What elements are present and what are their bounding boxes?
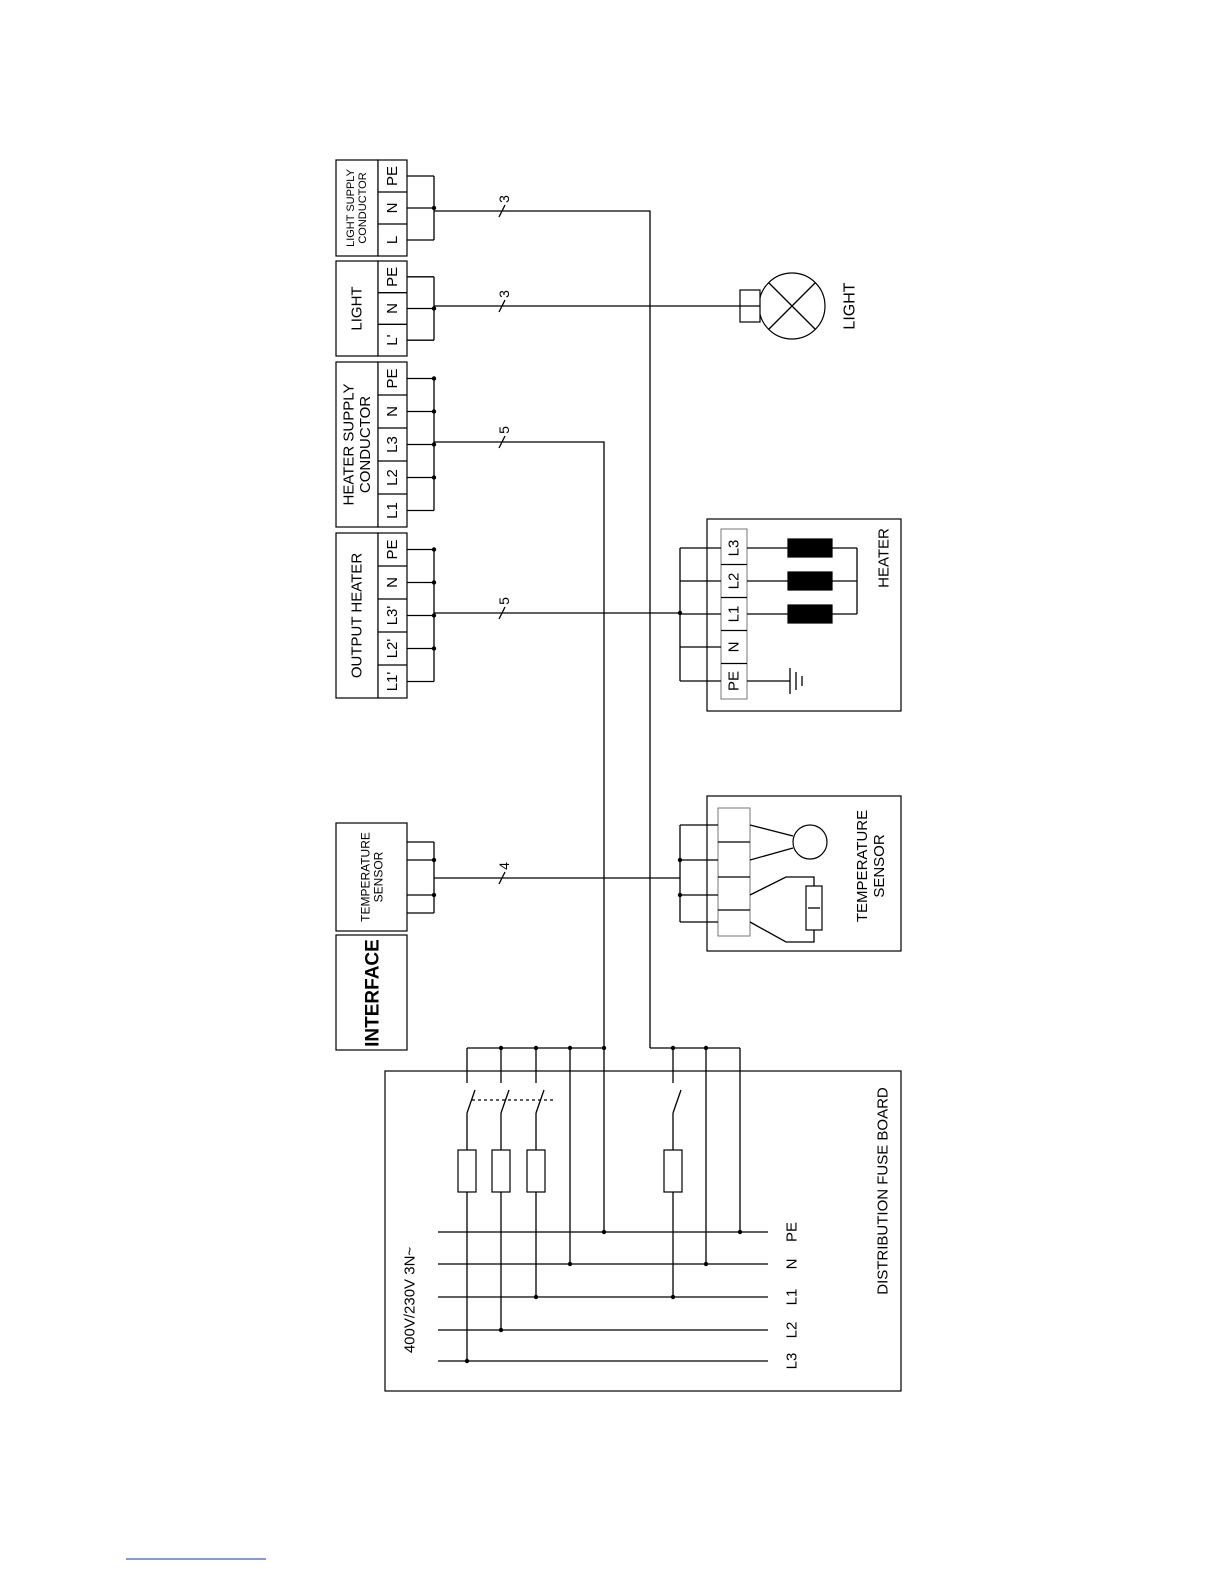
- heater-supply-cable: [434, 442, 604, 1048]
- fuse-icon: [492, 1150, 510, 1192]
- interface-title: INTERFACE: [362, 939, 384, 1047]
- light-device-label: LIGHT: [841, 282, 859, 330]
- heater-supply-terminal-label: L2: [384, 469, 401, 486]
- temperature-sensor-device-label: TEMPERATURESENSOR: [854, 809, 888, 923]
- junction-dot: [738, 1230, 742, 1234]
- junction-dot: [704, 1046, 708, 1050]
- heater-supply-terminal-label: L1: [384, 502, 401, 519]
- junction-dot: [432, 580, 436, 584]
- light-interface-terminal-label: PE: [384, 266, 401, 287]
- junction-dot: [534, 1295, 538, 1299]
- junction-dot: [704, 1262, 708, 1266]
- output-heater-terminal-label: PE: [384, 539, 401, 560]
- light-supply-title: LIGHT SUPPLYCONDUCTOR: [344, 169, 370, 247]
- cable-count-label: 5: [496, 426, 512, 434]
- output-heater-title: OUTPUT HEATER: [348, 552, 366, 679]
- cable-count-label: 3: [496, 195, 512, 203]
- light-interface-title: LIGHT: [348, 286, 366, 331]
- output-heater-terminal-label: L2': [384, 638, 401, 659]
- junction-dot: [534, 1046, 538, 1050]
- junction-dot: [499, 1046, 503, 1050]
- junction-dot: [432, 206, 436, 210]
- cable-count-label: 5: [496, 597, 512, 605]
- junction-dot: [432, 306, 436, 310]
- bus-label: L2: [783, 1321, 801, 1339]
- output-heater-terminal-label: L1': [384, 671, 401, 692]
- heating-element-icon: [788, 539, 832, 557]
- junction-dot: [602, 1046, 606, 1050]
- heater-supply-title: HEATER SUPPLYCONDUCTOR: [340, 383, 374, 506]
- junction-dot: [678, 893, 682, 897]
- supply-label: 400V/230V 3N~: [401, 1246, 419, 1354]
- fuse-icon: [664, 1150, 682, 1192]
- cable-count-label: 4: [496, 862, 512, 870]
- heater-terminal-label: L3: [725, 539, 743, 557]
- junction-dot: [432, 613, 436, 617]
- junction-dot: [499, 1328, 503, 1332]
- heater-terminal-label: L2: [725, 572, 743, 590]
- bus-label: N: [783, 1258, 801, 1270]
- junction-dot: [432, 858, 436, 862]
- junction-dot: [568, 1262, 572, 1266]
- cable-count-label: 3: [496, 290, 512, 298]
- junction-dot: [432, 646, 436, 650]
- temperature-probe-icon: [793, 825, 827, 859]
- light-interface-terminal-label: L': [384, 334, 401, 346]
- heater-supply-terminal-label: N: [384, 406, 401, 417]
- heating-element-icon: [788, 572, 832, 590]
- junction-dot: [602, 1230, 606, 1234]
- light-supply-terminal-label: L: [384, 235, 401, 245]
- junction-dot: [678, 858, 682, 862]
- heater-device-label: HEATER: [875, 528, 893, 588]
- output-heater-terminal-label: L3': [384, 605, 401, 626]
- junction-dot: [671, 1295, 675, 1299]
- junction-dot: [678, 611, 682, 615]
- distribution-fuse-board: [385, 1071, 901, 1391]
- junction-dot: [432, 893, 436, 897]
- heater-terminal-label: PE: [725, 670, 743, 692]
- bus-label: L3: [783, 1352, 801, 1370]
- junction-dot: [465, 1359, 469, 1363]
- junction-dot: [432, 475, 436, 479]
- heater-supply-terminal-label: PE: [384, 368, 401, 389]
- junction-dot: [568, 1046, 572, 1050]
- junction-dot: [432, 409, 436, 413]
- fuse-icon: [527, 1150, 545, 1192]
- interface-temperature-sensor-title: TEMPERATURESENSOR: [358, 832, 386, 922]
- light-supply-terminal-label: N: [384, 202, 401, 214]
- light-supply-terminal-label: PE: [384, 165, 401, 187]
- fuse-board-title: DISTRIBUTION FUSE BOARD: [874, 1087, 892, 1295]
- junction-dot: [432, 442, 436, 446]
- output-heater-terminal-label: N: [384, 577, 401, 588]
- heating-element-icon: [788, 605, 832, 623]
- bus-label: L1: [783, 1288, 801, 1306]
- light-supply-cable: [434, 211, 650, 1048]
- light-interface-terminal-label: N: [384, 303, 401, 314]
- temperature-sensor-terminal-strip: [718, 808, 750, 936]
- junction-dot: [671, 1046, 675, 1050]
- junction-dot: [432, 547, 436, 551]
- bus-label: PE: [783, 1221, 801, 1243]
- heater-terminal-label: L1: [725, 605, 743, 623]
- heater-supply-terminal-label: L3: [384, 436, 401, 453]
- fuse-icon: [458, 1150, 476, 1192]
- heater-terminal-label: N: [725, 641, 743, 653]
- junction-dot: [432, 376, 436, 380]
